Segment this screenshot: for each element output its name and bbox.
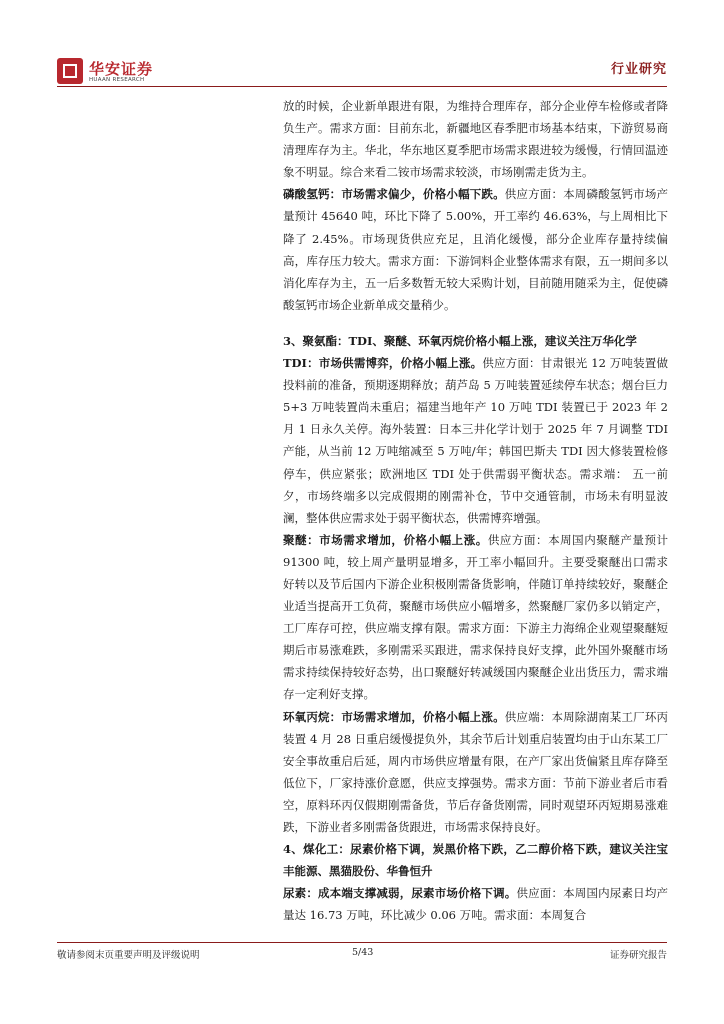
footer-divider <box>57 942 667 943</box>
paragraph-tdi <box>283 352 668 529</box>
heading-polyurethane: 3、聚氨酯：TDI、聚醚、环氧丙烷价格小幅上涨，建议关注万华化学 <box>283 333 637 348</box>
footer-disclaimer: 敬请参阅末页重要声明及评级说明 <box>57 950 200 961</box>
paragraph-body: 供应端：本周除湖南某工厂环丙装置 4 月 28 日重启缓慢提负外，其余节后计划重启装置均由于山东某工厂安全事故重启后延，周内市场供应增量有限，在产厂家出货偏紧且库存降至低位下，厂家持涨价意愿，供应支撑强势。需求方面：节前下游业者后市看空，原料环丙仅假期刚需备货，节后存备货刚需，同时观望环丙短期易涨难跌，下游业者多刚需备货跟进，市场需求保持良好。 <box>283 709 668 834</box>
paragraph-dicalcium-phosphate <box>283 183 668 316</box>
paragraph-propylene-oxide <box>283 706 668 839</box>
paragraph-lead: TDI：市场供需博弈，价格小幅上涨。 <box>283 356 483 371</box>
paragraph-polyether <box>283 529 668 706</box>
header-divider <box>57 86 667 87</box>
paragraph-lead: 聚醚：市场需求增加，价格小幅上涨。 <box>283 532 488 547</box>
footer-doc-type: 证券研究报告 <box>609 950 667 961</box>
paragraph-lead: 磷酸氢钙：市场需求偏少，价格小幅下跌。 <box>283 187 505 202</box>
paragraph-lead: 环氧丙烷：市场需求增加，价格小幅上涨。 <box>283 709 505 724</box>
paragraph-body: 供应面：本周国内尿素日均产量达 16.73 万吨，环比减少 0.06 万吨。需求面：本周复合 <box>283 886 668 923</box>
section-title: 行业研究 <box>610 62 667 77</box>
spacer <box>283 316 668 330</box>
company-logo <box>57 54 152 90</box>
paragraph-dap-demand: 放的时候，企业新单跟进有限，为维持合理库存，部分企业停车检修或者降负生产。需求方面：目前东北，新疆地区春季肥市场基本结束，下游贸易商清理库存为主。华北，华东地区夏季肥市场需求跟进较为缓慢，行情回温迹象不明显。综合来看二铵市场需求较淡，市场刚需走货为主。 <box>283 99 668 180</box>
paragraph-body: 供应方面：本周国内聚醚产量预计 91300 吨，较上周产量明显增多，开工率小幅回升。主要受聚醚出口需求好转以及节后国内下游企业积极刚需备货影响，伴随订单持续较好，聚醚企业适当提高开工负荷，聚醚市场供应小幅增多，然聚醚厂家仍多以销定产，工厂库存可控，供应端支撑有限。需求方面：下游主力海绵企业观望聚醚短期后市易涨难跌，多刚需采买跟进，需求保持良好支撑，此外国外聚醚市场需求持续保持较好态势，出口聚醚好转减缓国内聚醚企业出货压力，需求端存一定利好支撑。 <box>283 532 669 702</box>
brand-subtitle: HUAAN RESEARCH <box>89 77 145 83</box>
heading-coal-chemical: 4、煤化工：尿素价格下调，炭黑价格下跌，乙二醇价格下跌，建议关注宝丰能源、黑猫股份、华鲁恒升 <box>283 842 668 879</box>
main-content <box>283 95 668 926</box>
paragraph-lead: 尿素：成本端支撑减弱，尿素市场价格下调。 <box>283 886 517 901</box>
brand-name: 华安证券 <box>89 60 154 78</box>
paragraph-body: 供应方面：本周磷酸氢钙市场产量预计 45640 吨，环比下降了 5.00%，开工率约 46.63%，与上周相比下降了 2.45%。市场现货供应充足，且消化缓慢，部分企业库存量持续偏高，库存压力较大。需求方面：下游饲料企业整体需求有限，五一期间多以消化库存为主，五一后多数暂无较大采购计划，目前随用随采为主，促使磷酸氢钙市场企业新单成交量稍少。 <box>283 187 668 312</box>
paragraph-body: 供应方面：甘肃银光 12 万吨装置做投料前的准备，预期逐期释放；葫芦岛 5 万吨装置延续停车状态；烟台巨力 5+3 万吨装置尚未重启；福建当地年产 10 万吨 TDI 装置已于 2023 年 2 月 1 日永久关停。海外装置：日本三井化学计划于 2025 年 7 月调整 TDI 产能，从当前 12 万吨缩减至 5 万吨/年；韩国巴斯夫 TDI 因大修装置检修停车，供应紧张；欧洲地区 TDI 处于供需弱平衡状态。需求端： 五一前夕，市场终端多以完成假期的刚需补仓，节中交通管制，市场未有明显波澜，整体供应需求处于弱平衡状态，供需博弈增强。 <box>283 356 668 525</box>
page-header <box>0 0 724 92</box>
logo-seal-icon <box>57 58 83 84</box>
page-number: 5/43 <box>352 947 374 958</box>
paragraph-urea <box>283 882 668 926</box>
